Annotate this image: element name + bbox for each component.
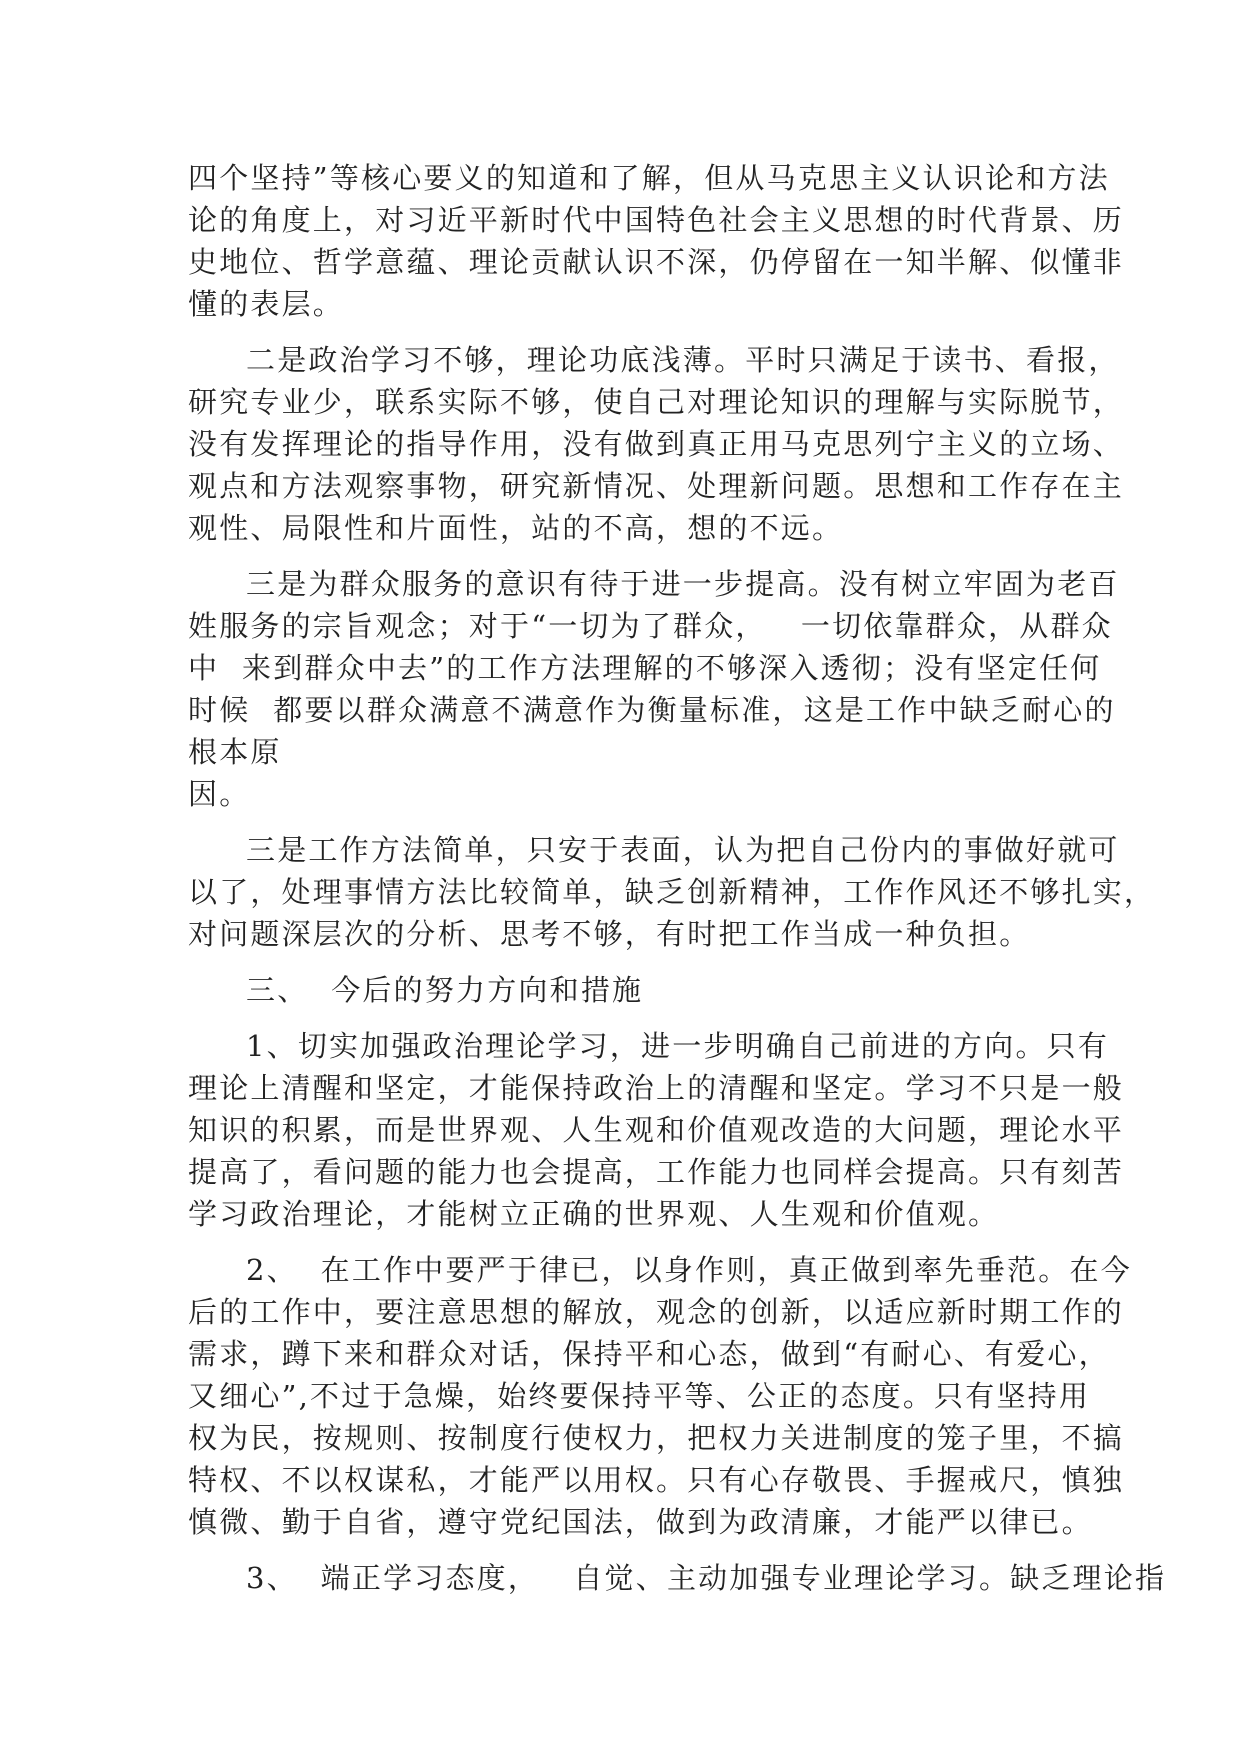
text-line: 史地位、哲学意蕴、理论贡献认识不深，仍停留在一知半解、似懂非 xyxy=(188,245,1125,279)
paragraph-p7 xyxy=(188,1249,1132,1543)
text-line: 学习政治理论，才能树立正确的世界观、人生观和价值观。 xyxy=(188,1197,1000,1231)
text-line: 慎微、勤于自省，遵守党纪国法，做到为政清廉，才能严以律已。 xyxy=(188,1505,1093,1539)
text-line: 四个坚持”等核心要义的知道和了解，但从马克思主义认识论和方法 xyxy=(188,161,1110,195)
paragraph-p1 xyxy=(188,157,1125,325)
paragraph-p2 xyxy=(188,339,1125,549)
text-line: 中 来到群众中去”的工作方法理解的不够深入透彻；没有坚定任何 xyxy=(188,651,1102,685)
text-line: 理论上清醒和坚定，才能保持政治上的清醒和坚定。学习不只是一般 xyxy=(188,1071,1125,1105)
paragraph-p6 xyxy=(188,1025,1125,1235)
text-line: 三、 今后的努力方向和措施 xyxy=(246,973,644,1007)
text-line: 2、 在工作中要严于律已，以身作则，真正做到率先垂范。在今 xyxy=(246,1253,1132,1287)
text-line: 3、 端正学习态度， 自觉、主动加强专业理论学习。缺乏理论指 xyxy=(246,1561,1167,1595)
paragraph-p4 xyxy=(188,829,1156,955)
text-line: 姓服务的宗旨观念；对于“一切为了群众， 一切依靠群众，从群众 xyxy=(188,609,1113,643)
text-line: 特权、不以权谋私，才能严以用权。只有心存敬畏、手握戒尺，慎独 xyxy=(188,1463,1125,1497)
text-line: 根本原 xyxy=(188,735,282,769)
text-line: 权为民，按规则、按制度行使权力，把权力关进制度的笼子里，不搞 xyxy=(188,1421,1125,1455)
text-line: 三是为群众服务的意识有待于进一步提高。没有树立牢固为老百 xyxy=(246,567,1120,601)
text-line: 知识的积累，而是世界观、人生观和价值观改造的大问题，理论水平 xyxy=(188,1113,1125,1147)
paragraph-p8 xyxy=(188,1557,1167,1599)
text-line: 观性、局限性和片面性，站的不高，想的不远。 xyxy=(188,511,844,545)
document-body xyxy=(188,157,1167,1613)
text-line: 对问题深层次的分析、思考不够，有时把工作当成一种负担。 xyxy=(188,917,1031,951)
text-line: 后的工作中，要注意思想的解放，观念的创新，以适应新时期工作的 xyxy=(188,1295,1125,1329)
text-line: 二是政治学习不够，理论功底浅薄。平时只满足于读书、看报， xyxy=(246,343,1120,377)
text-line: 研究专业少，联系实际不够，使自己对理论知识的理解与实际脱节， xyxy=(188,385,1125,419)
text-line: 三是工作方法简单，只安于表面，认为把自己份内的事做好就可 xyxy=(246,833,1120,867)
text-line: 时候 都要以群众满意不满意作为衡量标准，这是工作中缺乏耐心的 xyxy=(188,693,1116,727)
text-line: 1、切实加强政治理论学习，进一步明确自己前进的方向。只有 xyxy=(246,1029,1110,1063)
text-line: 观点和方法观察事物，研究新情况、处理新问题。思想和工作存在主 xyxy=(188,469,1125,503)
text-line: 论的角度上，对习近平新时代中国特色社会主义思想的时代背景、历 xyxy=(188,203,1125,237)
text-line: 没有发挥理论的指导作用，没有做到真正用马克思列宁主义的立场、 xyxy=(188,427,1125,461)
text-line: 需求，蹲下来和群众对话，保持平和心态，做到“有耐心、有爱心， xyxy=(188,1337,1110,1371)
text-line: 懂的表层。 xyxy=(188,287,345,321)
text-line: 以了，处理事情方法比较简单，缺乏创新精神，工作作风还不够扎实， xyxy=(188,875,1156,909)
text-line: 因。 xyxy=(188,777,251,811)
paragraph-p3 xyxy=(188,563,1120,815)
text-line: 提高了，看问题的能力也会提高，工作能力也同样会提高。只有刻苦 xyxy=(188,1155,1125,1189)
paragraph-p5 xyxy=(188,969,1064,1011)
text-line: 又细心”,不过于急燥，始终要保持平等、公正的态度。只有坚持用 xyxy=(188,1379,1091,1413)
